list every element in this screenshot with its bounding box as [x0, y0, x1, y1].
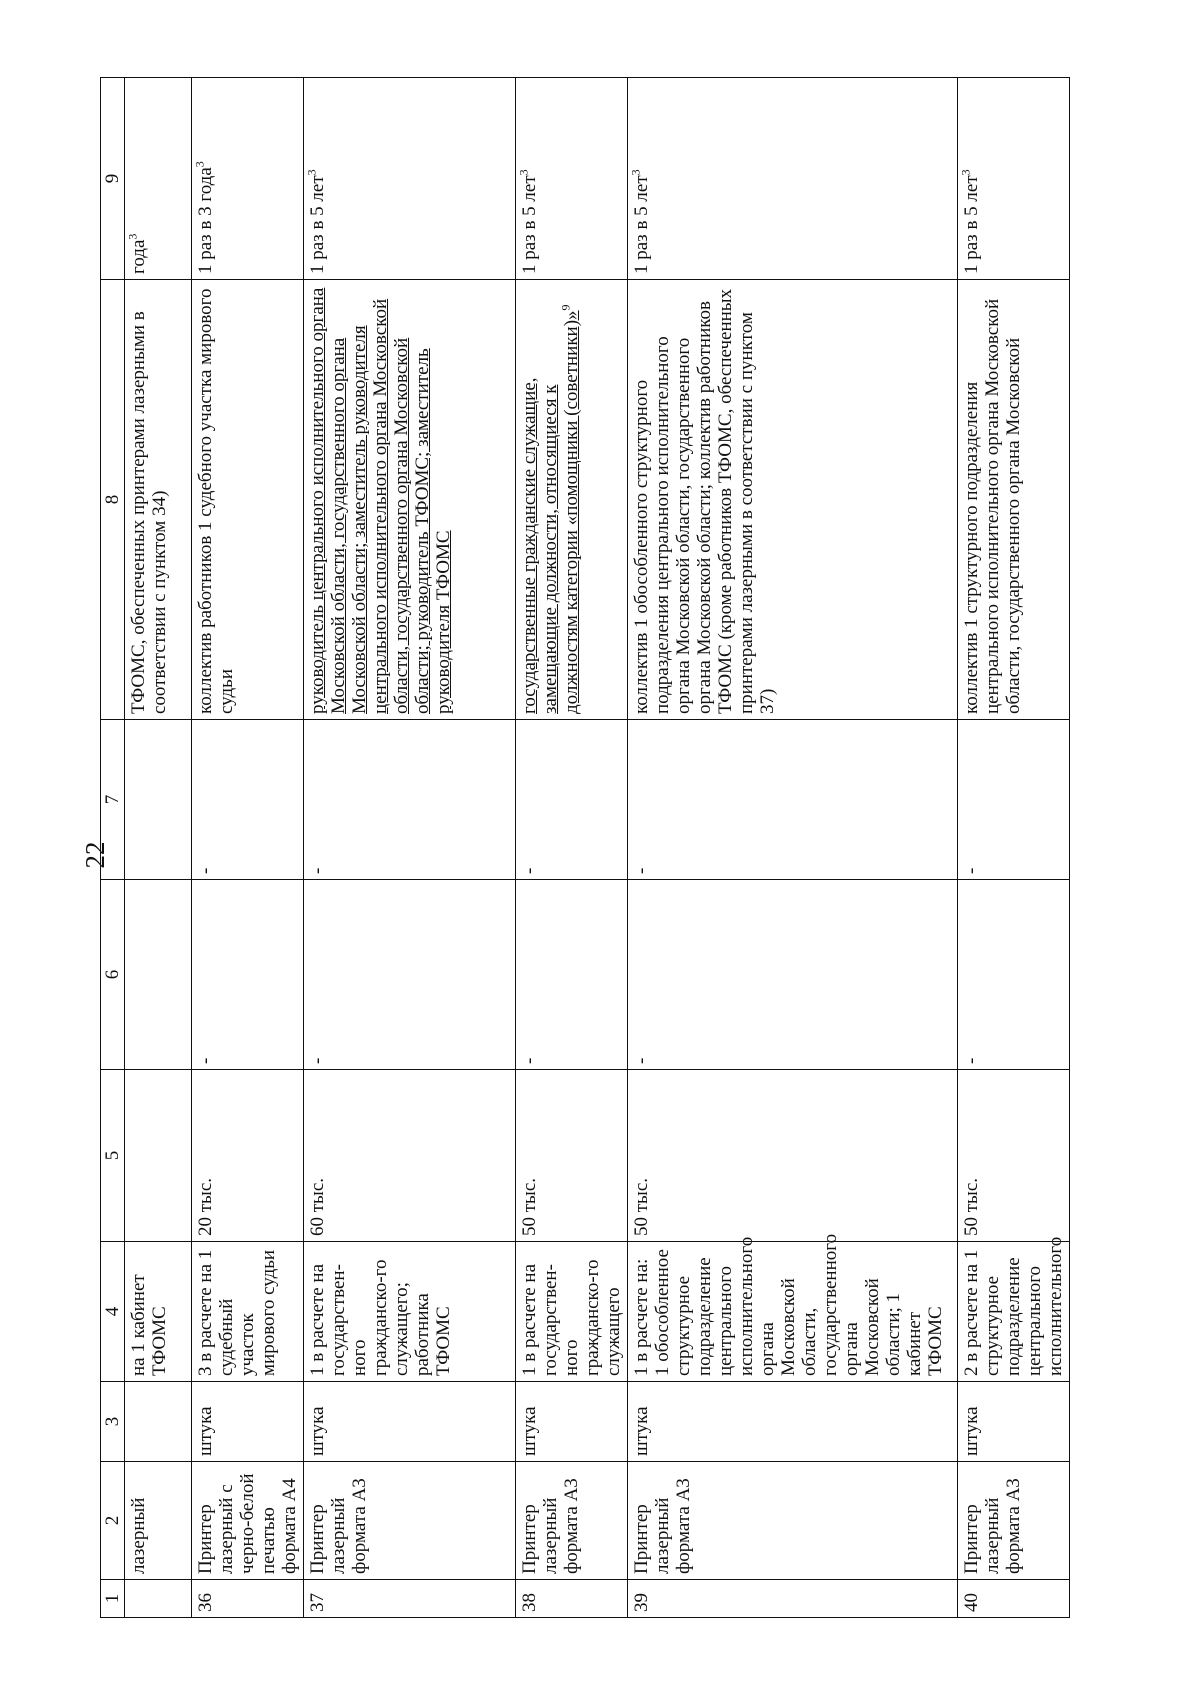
cell-name: Принтер лазерный формата А3 — [304, 1462, 516, 1580]
period-text: 1 раз в 5 лет — [307, 175, 328, 274]
cell-col7: - — [958, 720, 1070, 880]
cell-col6: - — [304, 880, 516, 1070]
cell-norm: 1 в расчете на государствен-ного гражданско-го служащего; работника ТФОМС — [304, 1242, 516, 1382]
category-text: руководитель центрального исполнительного органа Московской области, государственного органа Московской области; заместитель руководителя центрального исполнительного органа Московской области, государственного органа Московской области; руководитель ТФОМС; заместитель руководителя ТФОМС — [307, 287, 454, 714]
cell-col6: - — [192, 880, 304, 1070]
cell-col7: - — [304, 720, 516, 880]
footnote-ref: 3 — [516, 169, 531, 176]
footnote-ref: 3 — [125, 233, 140, 240]
cell-unit: штука — [958, 1382, 1070, 1462]
cell-unit — [125, 1382, 192, 1462]
cell-period — [958, 78, 1070, 280]
cell-category — [516, 280, 628, 720]
rotated-table-container — [100, 78, 1100, 1618]
cell-num: 39 — [628, 1580, 958, 1618]
cell-period — [628, 78, 958, 280]
norms-table — [100, 77, 1070, 1618]
period-text: 1 раз в 5 лет — [519, 175, 540, 274]
header-cell: 1 — [101, 1580, 125, 1618]
cell-col6: - — [628, 880, 958, 1070]
cell-col6 — [125, 880, 192, 1070]
cell-price: 50 тыс. — [958, 1070, 1070, 1242]
cell-name: Принтер лазерный с черно-белой печатью формата А4 — [192, 1462, 304, 1580]
cell-unit: штука — [304, 1382, 516, 1462]
cell-unit: штука — [516, 1382, 628, 1462]
period-text: 1 раз в 5 лет — [961, 175, 982, 274]
table-row — [304, 78, 516, 1618]
cell-category — [304, 280, 516, 720]
header-cell: 3 — [101, 1382, 125, 1462]
header-cell: 4 — [101, 1242, 125, 1382]
cell-norm: 3 в расчете на 1 судебный участок мирового судьи — [192, 1242, 304, 1382]
footnote-ref: 3 — [304, 169, 319, 176]
footnote-ref: 9 — [558, 304, 573, 311]
header-cell: 6 — [101, 880, 125, 1070]
footnote-ref: 3 — [192, 161, 207, 168]
cell-num: 37 — [304, 1580, 516, 1618]
cell-norm: 1 в расчете на государствен-ного гражданско-го служащего — [516, 1242, 628, 1382]
cell-category: ТФОМС, обеспеченных принтерами лазерными в соответствии с пунктом 34) — [125, 280, 192, 720]
cell-period — [125, 78, 192, 280]
cell-price: 50 тыс. — [628, 1070, 958, 1242]
period-text: 1 раз в 3 года — [195, 167, 216, 274]
cell-category: коллектив 1 обособленного структурного подразделения центрального исполнительного органа Московской области, государственного органа Московской области; коллектив работников ТФОМС (кроме работников ТФОМС, обеспеченных принтерами лазерными в соответствии с пунктом 37) — [628, 280, 958, 720]
cell-norm: 2 в расчете на 1 структурное подразделение центрального исполнительного — [958, 1242, 1070, 1382]
cell-norm: на 1 кабинет ТФОМС — [125, 1242, 192, 1382]
cell-col7: - — [628, 720, 958, 880]
cell-col7: - — [516, 720, 628, 880]
category-text: государственные гражданские служащие, замещающие должности, относящиеся к должностям категории «помощники (советники)» — [519, 310, 582, 714]
page-number: 22 — [80, 841, 110, 869]
cell-category: коллектив 1 структурного подразделения центрального исполнительного органа Московской области, государственного органа Московской — [958, 280, 1070, 720]
cell-category: коллектив работников 1 судебного участка мирового судьи — [192, 280, 304, 720]
footnote-ref: 3 — [628, 169, 643, 176]
cell-norm: 1 в расчете на: 1 обособленное структурное подразделение центрального исполнительного органа Московской области, государственного органа Московской области; 1 кабинет ТФОМС — [628, 1242, 958, 1382]
table-row — [516, 78, 628, 1618]
cell-num: 38 — [516, 1580, 628, 1618]
footnote-ref: 3 — [958, 169, 973, 176]
header-cell: 9 — [101, 78, 125, 280]
cell-col6: - — [516, 880, 628, 1070]
header-cell: 8 — [101, 280, 125, 720]
cell-name: Принтер лазерный формата А3 — [516, 1462, 628, 1580]
period-text: года — [128, 239, 149, 274]
cell-price: 60 тыс. — [304, 1070, 516, 1242]
cell-num: 36 — [192, 1580, 304, 1618]
cell-price: 50 тыс. — [516, 1070, 628, 1242]
cell-period — [516, 78, 628, 280]
cell-name: Принтер лазерный формата А3 — [628, 1462, 958, 1580]
header-cell: 2 — [101, 1462, 125, 1580]
cell-unit: штука — [192, 1382, 304, 1462]
period-text: 1 раз в 5 лет — [631, 175, 652, 274]
table-row-continued — [125, 78, 192, 1618]
cell-price — [125, 1070, 192, 1242]
cell-num: 40 — [958, 1580, 1070, 1618]
header-cell: 5 — [101, 1070, 125, 1242]
cell-name: Принтер лазерный формата А3 — [958, 1462, 1070, 1580]
table-row — [958, 78, 1070, 1618]
cell-col7: - — [192, 720, 304, 880]
cell-price: 20 тыс. — [192, 1070, 304, 1242]
cell-name: лазерный — [125, 1462, 192, 1580]
header-cell: 7 — [101, 720, 125, 880]
cell-period — [304, 78, 516, 280]
cell-col7 — [125, 720, 192, 880]
cell-unit: штука — [628, 1382, 958, 1462]
cell-num — [125, 1580, 192, 1618]
table-row — [192, 78, 304, 1618]
cell-period — [192, 78, 304, 280]
cell-col6: - — [958, 880, 1070, 1070]
header-row — [101, 78, 125, 1618]
table-row — [628, 78, 958, 1618]
